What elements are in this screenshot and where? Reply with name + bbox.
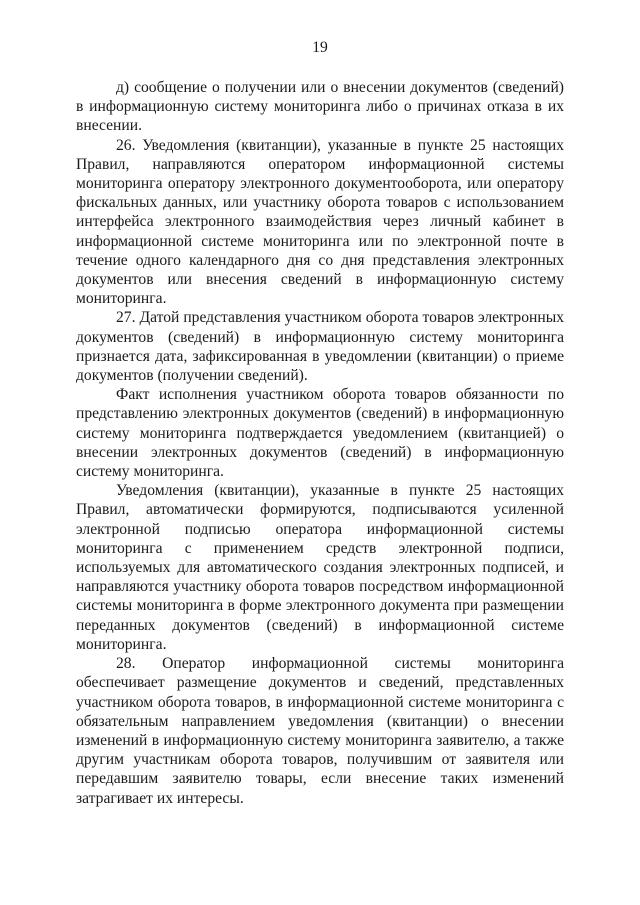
paragraph-item-d: д) сообщение о получении или о внесении документов (сведений) в информационную систему мониторинга либо о причинах отказа в их внесении. <box>76 79 564 135</box>
body-text <box>76 78 564 808</box>
paragraph-26: 26. Уведомления (квитанции), указанные в пункте 25 настоящих Правил, направляются оператором информационной системы мониторинга оператору электронного документооборота, или оператору фискальных данных, или участнику оборота товаров с использованием интерфейса электронного взаимодействия через личный кабинет в информационной системе мониторинга или по электронной почте в течение одного календарного дня со дня представления электронных документов или внесения сведений в информационную систему мониторинга. <box>76 136 564 308</box>
page-number: 19 <box>312 39 328 56</box>
paragraph-27-notifications: Уведомления (квитанции), указанные в пункте 25 настоящих Правил, автоматически формируются, подписываются усиленной электронной подписью оператора информационной системы мониторинга с применением средств электронной подписи, используемых для автоматического создания электронных подписей, и направляются участнику оборота товаров посредством информационной системы мониторинга в форме электронного документа при размещении переданных документов (сведений) в информационной системе мониторинга. <box>76 482 564 653</box>
paragraph-28: 28. Оператор информационной системы мониторинга обеспечивает размещение документов и сведений, представленных участником оборота товаров, в информационной системе мониторинга с обязательным направлением уведомления (квитанции) о внесении изменений в информационную систему мониторинга заявителю, а также другим участникам оборота товаров, получившим от заявителя или передавшим заявителю товары, если внесение таких изменений затрагивает их интересы. <box>76 655 564 807</box>
paragraph-27-fact: Факт исполнения участником оборота товаров обязанности по представлению электронных документов (сведений) в информационную систему мониторинга подтверждается уведомлением (квитанцией) о внесении электронных документов (сведений) в информационную систему мониторинга. <box>76 386 564 481</box>
paragraph-27: 27. Датой представления участником оборота товаров электронных документов (сведений) в информационную систему мониторинга признается дата, зафиксированная в уведомлении (квитанции) о приеме документов (получении сведений). <box>76 309 564 385</box>
